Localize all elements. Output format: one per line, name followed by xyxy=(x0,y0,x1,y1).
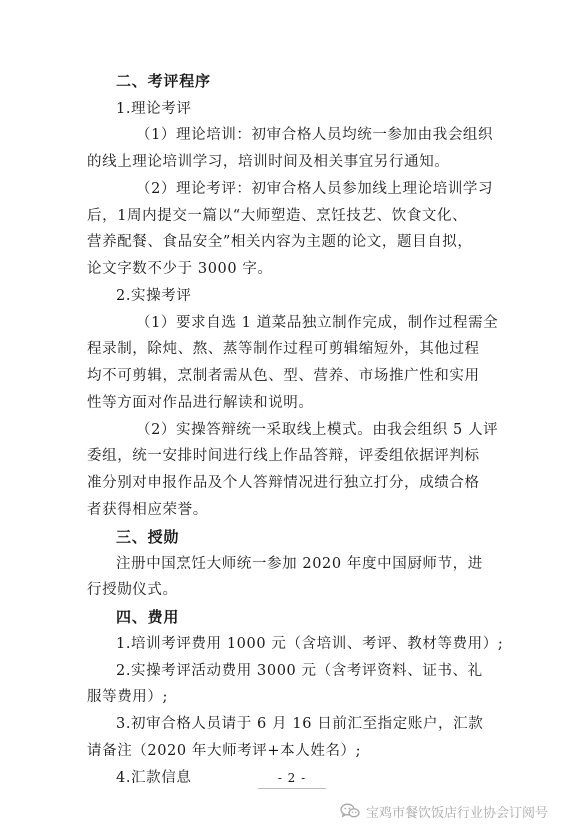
paragraph-line: 4.汇款信息 xyxy=(116,770,192,786)
watermark xyxy=(340,800,548,822)
watermark-text: 宝鸡市餐饮饭店行业协会订阅号 xyxy=(366,805,549,821)
paragraph-line: 注册中国烹饪大师统一参加 2020 年度中国厨师节，进 xyxy=(116,556,483,572)
paragraph-line: 委组，统一安排时间进行线上作品答辩，评委组依据评判标 xyxy=(87,448,480,464)
paragraph-line: （2）理论考评：初审合格人员参加线上理论培训学习 xyxy=(136,181,494,197)
paragraph-line: 请备注（2020 年大师考评+本人姓名）; xyxy=(87,743,362,759)
footer-divider xyxy=(258,788,326,789)
paragraph-line: （2）实操答辩统一采取线上模式。由我会组织 5 人评 xyxy=(136,422,499,438)
paragraph-line: 行授勋仪式。 xyxy=(87,582,178,598)
paragraph-line: 性等方面对作品进行解读和说明。 xyxy=(87,395,314,411)
paragraph-line: （1）要求自选 1 道菜品独立制作完成，制作过程需全 xyxy=(136,315,499,331)
paragraph-line: 者获得相应荣誉。 xyxy=(87,502,208,518)
section-heading-award: 三、授勋 xyxy=(116,528,180,546)
paragraph-line: 3.初审合格人员请于 6 月 16 日前汇至指定账户，汇款 xyxy=(116,716,484,732)
paragraph-line: （1）理论培训：初审合格人员均统一参加由我会组织 xyxy=(136,127,494,143)
paragraph-line: 营养配餐、食品安全”相关内容为主题的论文，题目自拟， xyxy=(87,234,473,250)
paragraph-line: 服等费用）; xyxy=(87,689,168,705)
paragraph-line: 2.实操考评活动费用 3000 元（含考评资料、证书、礼 xyxy=(116,663,483,679)
paragraph-line: 论文字数不少于 3000 字。 xyxy=(87,261,273,277)
section-heading-fees: 四、费用 xyxy=(116,608,180,626)
paragraph-line: 的线上理论培训学习，培训时间及相关事宜另行通知。 xyxy=(87,154,450,170)
paragraph-line: 后，1周内提交一篇以“大师塑造、烹饪技艺、饮食文化、 xyxy=(87,208,468,224)
paragraph-line: 1.培训考评费用 1000 元（含培训、考评、教材等费用）; xyxy=(116,636,504,652)
page-number: - 2 - xyxy=(277,771,307,785)
subheading-practical: 2.实操考评 xyxy=(116,288,192,304)
wechat-icon xyxy=(340,803,360,819)
paragraph-line: 均不可剪辑，烹制者需从色、型、营养、市场推广性和实用 xyxy=(87,368,480,384)
section-heading-procedure: 二、考评程序 xyxy=(116,72,211,90)
paragraph-line: 程录制，除炖、熬、蒸等制作过程可剪辑缩短外，其他过程 xyxy=(87,341,480,357)
subheading-theory: 1.理论考评 xyxy=(116,101,192,117)
paragraph-line: 准分别对申报作品及个人答辩情况进行独立打分，成绩合格 xyxy=(87,475,480,491)
